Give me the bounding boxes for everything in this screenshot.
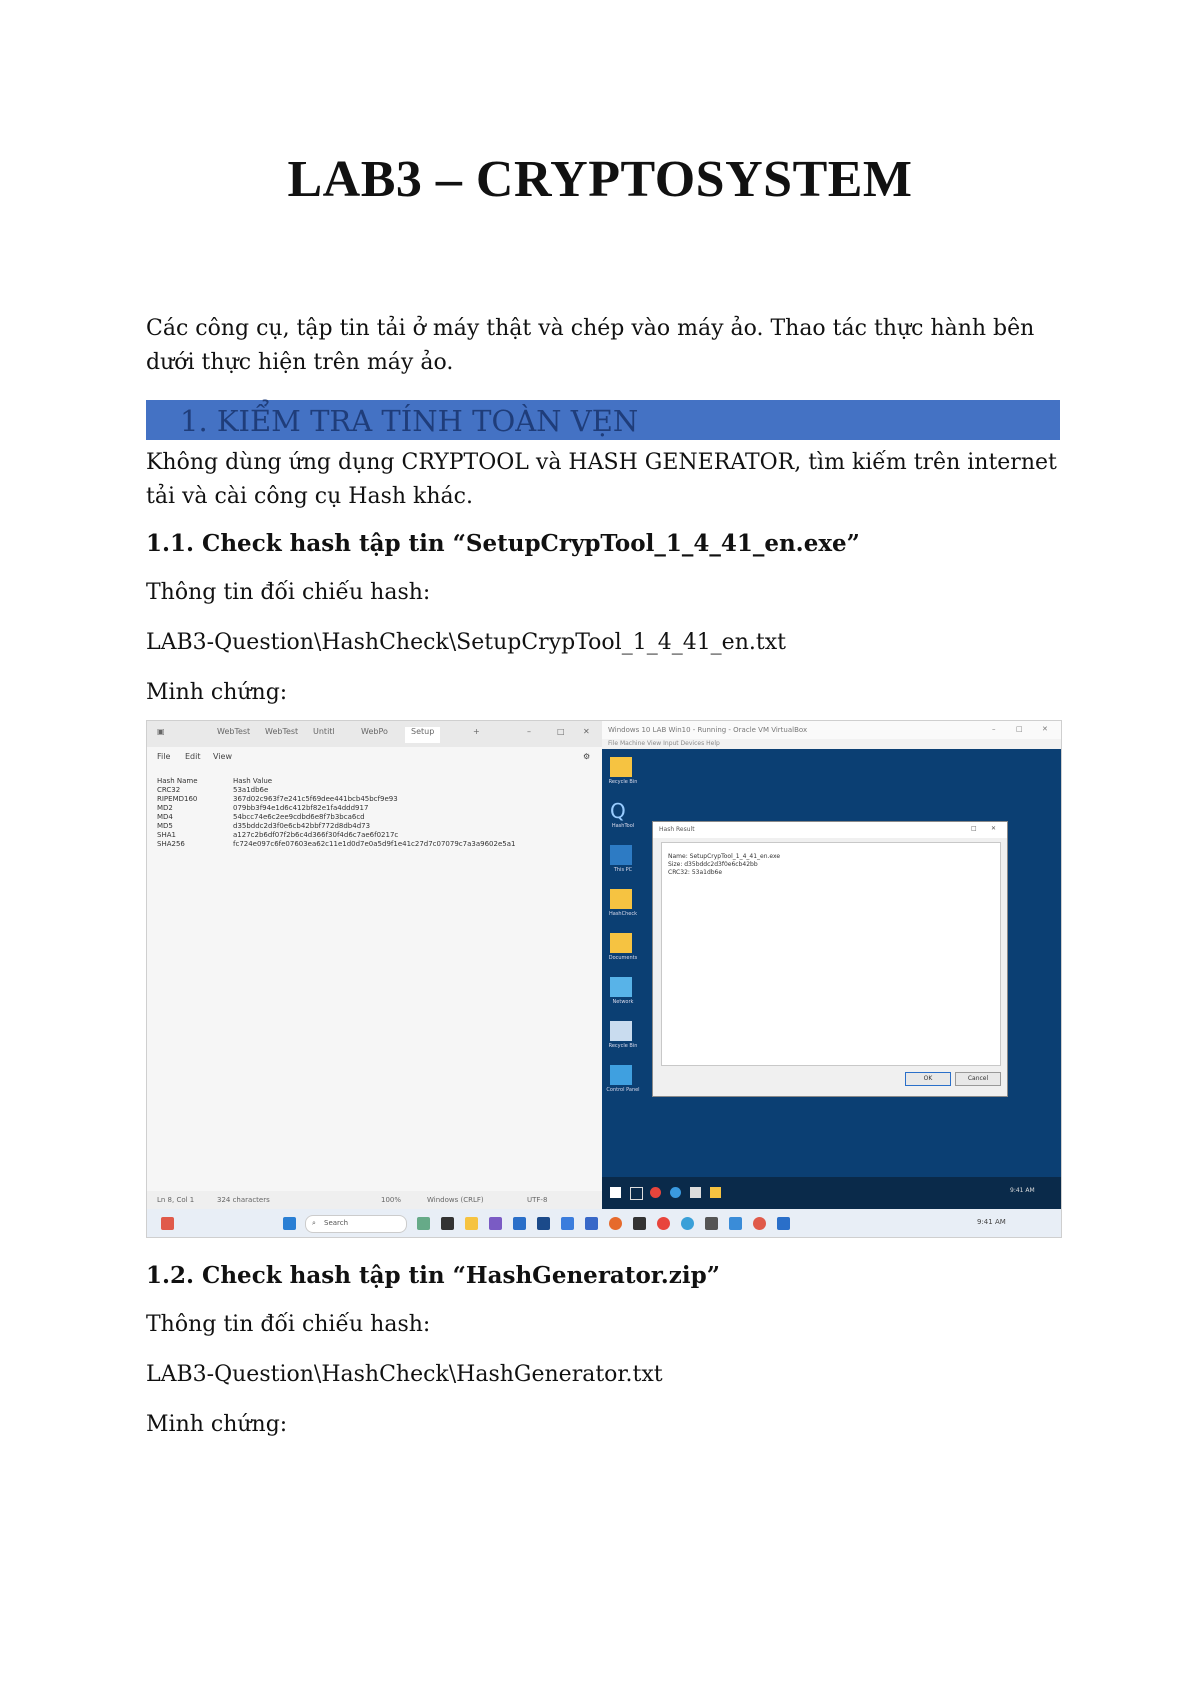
status-zoom: 100% (381, 1196, 402, 1204)
subsection-heading-1-1: 1.1. Check hash tập tin “SetupCrypTool_1_4_41_en.exe” (146, 530, 860, 557)
virtualbox-icon[interactable] (729, 1217, 742, 1230)
hash-row: RIPEMD160 367d02c963f7e241c5f69dee441bcb45bcf9e93 (157, 795, 398, 803)
hash-row: CRC32 53a1db6e (157, 786, 269, 794)
vm-menu-bar[interactable]: File Machine View Input Devices Help (602, 739, 1061, 749)
hash-row: SHA1 a127c2b6df07f2b6c4d366f30f4d6c7ae6f0217c (157, 831, 399, 839)
close-icon[interactable]: ✕ (583, 727, 590, 736)
evidence-label: Minh chứng: (146, 680, 288, 705)
hash-info-label-2: Thông tin đối chiếu hash: (146, 1312, 431, 1337)
host-taskbar (147, 1209, 1061, 1237)
cancel-button[interactable]: Cancel (955, 1072, 1001, 1086)
host-clock: 9:41 AM (977, 1218, 1006, 1226)
section-heading: 1. KIỂM TRA TÍNH TOÀN VẸN (180, 404, 639, 438)
tab-webtest-2[interactable]: WebTest (265, 727, 299, 736)
hash-file-path-2: LAB3-Question\HashCheck\HashGenerator.txt (146, 1362, 663, 1387)
desktop-icon-label: Documents (608, 955, 638, 961)
minimize-icon[interactable]: – (527, 727, 531, 736)
taskbar-search[interactable] (305, 1215, 407, 1233)
firefox-icon[interactable] (609, 1217, 622, 1230)
explorer-icon[interactable] (710, 1187, 721, 1198)
chrome-icon[interactable] (650, 1187, 661, 1198)
vm-taskbar (602, 1177, 1061, 1209)
mail-icon[interactable] (561, 1217, 574, 1230)
notepad-window (147, 721, 602, 1209)
dialog-close-icon[interactable]: ✕ (991, 825, 997, 832)
start-icon[interactable] (610, 1187, 621, 1198)
search-icon: ⌕ (312, 1219, 316, 1227)
status-line-ending: Windows (CRLF) (427, 1196, 484, 1204)
store-icon[interactable] (690, 1187, 701, 1198)
dialog-line: Size: d35bddc2d3f0e6cb42bb (668, 861, 758, 868)
dialog-line: CRC32: 53a1db6e (668, 869, 723, 876)
notepad-status-bar (147, 1191, 602, 1209)
hash-row: MD2 079bb3f94e1d6c412bf82e1fa4ddd917 (157, 804, 369, 812)
app-icon[interactable] (633, 1217, 646, 1230)
status-position: Ln 8, Col 1 (157, 1196, 195, 1204)
desktop-icon-label: HashTool (611, 823, 635, 829)
status-chars: 324 characters (217, 1196, 270, 1204)
search-label: Search (324, 1219, 349, 1227)
notepad-icon: ▣ (157, 727, 165, 736)
app-icon[interactable] (777, 1217, 790, 1230)
dialog-title-bar (653, 822, 1007, 838)
virtualbox-window (602, 721, 1061, 1209)
app-icon[interactable] (513, 1217, 526, 1230)
hashtool-icon[interactable]: Q (610, 799, 626, 823)
intro-paragraph: Các công cụ, tập tin tải ở máy thật và chép vào máy ảo. Thao tác thực hành bên dưới thực hiện trên máy ảo. (146, 316, 1035, 375)
hash-info-label: Thông tin đối chiếu hash: (146, 580, 431, 605)
hash-row: MD4 54bcc74e6c2ee9cdbd6e8f7b3bca6cd (157, 813, 365, 821)
menu-view[interactable]: View (213, 752, 232, 761)
recycle-bin-icon[interactable] (610, 1021, 632, 1041)
tab-webpo[interactable]: WebPo (361, 727, 388, 736)
hash-result-dialog (652, 821, 1008, 1097)
hash-table (157, 777, 515, 849)
notepad-tab-bar (147, 721, 602, 747)
desktop-icon-label: Recycle Bin (608, 779, 638, 785)
dialog-maximize-icon[interactable]: □ (971, 825, 977, 832)
app-icon[interactable] (417, 1217, 430, 1230)
explorer-icon[interactable] (465, 1217, 478, 1230)
desktop-icon-label: HashCheck (609, 911, 637, 917)
desktop-icon-label: Recycle Bin (608, 1043, 638, 1049)
edge-icon[interactable] (670, 1187, 681, 1198)
section-body: Không dùng ứng dụng CRYPTOOL và HASH GENERATOR, tìm kiếm trên internet tải và cài công cụ Hash khác. (146, 450, 1057, 509)
new-tab-icon[interactable]: + (473, 727, 480, 736)
hash-header-name: Hash Name (157, 777, 198, 785)
hash-file-path: LAB3-Question\HashCheck\SetupCrypTool_1_4_41_en.txt (146, 630, 786, 655)
tab-untitled[interactable]: Untitl (313, 727, 335, 736)
brave-icon[interactable] (753, 1217, 766, 1230)
tab-setup[interactable]: Setup (405, 727, 440, 743)
folder-icon[interactable] (610, 889, 632, 909)
word-icon[interactable] (537, 1217, 550, 1230)
this-pc-icon[interactable] (610, 845, 632, 865)
status-encoding: UTF-8 (527, 1196, 548, 1204)
notepad-menu-bar (147, 749, 602, 767)
hash-header-value: Hash Value (233, 777, 273, 785)
vm-close-icon[interactable]: ✕ (1042, 725, 1048, 733)
hash-row: MD5 d35bddc2d3f0e6cb42bbf772d8db4d73 (157, 822, 371, 830)
hash-row: SHA256 fc724e097c6fe07603ea62c11e1d0d7e0a5d9f1e41c27d7c07079c7a3a9602e5a1 (157, 840, 516, 848)
widgets-icon[interactable] (161, 1217, 174, 1230)
desktop-icon-label: Control Panel (606, 1087, 640, 1093)
evidence-label-2: Minh chứng: (146, 1412, 288, 1437)
dialog-content (661, 842, 1001, 1066)
vm-maximize-icon[interactable]: □ (1016, 725, 1023, 733)
dialog-line: Name: SetupCrypTool_1_4_41_en.exe (668, 853, 781, 860)
ok-button[interactable]: OK (905, 1072, 951, 1086)
task-view-icon[interactable] (630, 1187, 643, 1200)
vm-title: Windows 10 LAB Win10 - Running - Oracle VM VirtualBox (608, 726, 808, 734)
dialog-title: Hash Result (659, 826, 695, 833)
desktop-icon-label: Network (612, 999, 634, 1005)
desktop-icon-label: This PC (613, 867, 633, 873)
task-view-icon[interactable] (441, 1217, 454, 1230)
document-title: LAB3 – CRYPTOSYSTEM (287, 151, 913, 208)
folder-icon[interactable] (610, 933, 632, 953)
menu-file[interactable]: File (157, 752, 171, 761)
app-icon[interactable] (585, 1217, 598, 1230)
evidence-screenshot (146, 720, 1062, 1238)
subsection-heading-1-2: 1.2. Check hash tập tin “HashGenerator.zip” (146, 1262, 720, 1289)
tab-webtest-1[interactable]: WebTest (217, 727, 251, 736)
vm-minimize-icon[interactable]: – (992, 725, 996, 733)
edge-icon[interactable] (681, 1217, 694, 1230)
settings-icon[interactable]: ⚙ (583, 752, 591, 761)
vscode-icon[interactable] (489, 1217, 502, 1230)
app-icon[interactable] (705, 1217, 718, 1230)
vm-clock: 9:41 AM (1010, 1187, 1035, 1194)
vm-title-bar (602, 721, 1061, 739)
chrome-icon[interactable] (657, 1217, 670, 1230)
maximize-icon[interactable]: □ (557, 727, 565, 736)
folder-icon[interactable] (610, 757, 632, 777)
network-icon[interactable] (610, 977, 632, 997)
control-panel-icon[interactable] (610, 1065, 632, 1085)
menu-edit[interactable]: Edit (185, 752, 201, 761)
windows-start-icon[interactable] (283, 1217, 296, 1230)
